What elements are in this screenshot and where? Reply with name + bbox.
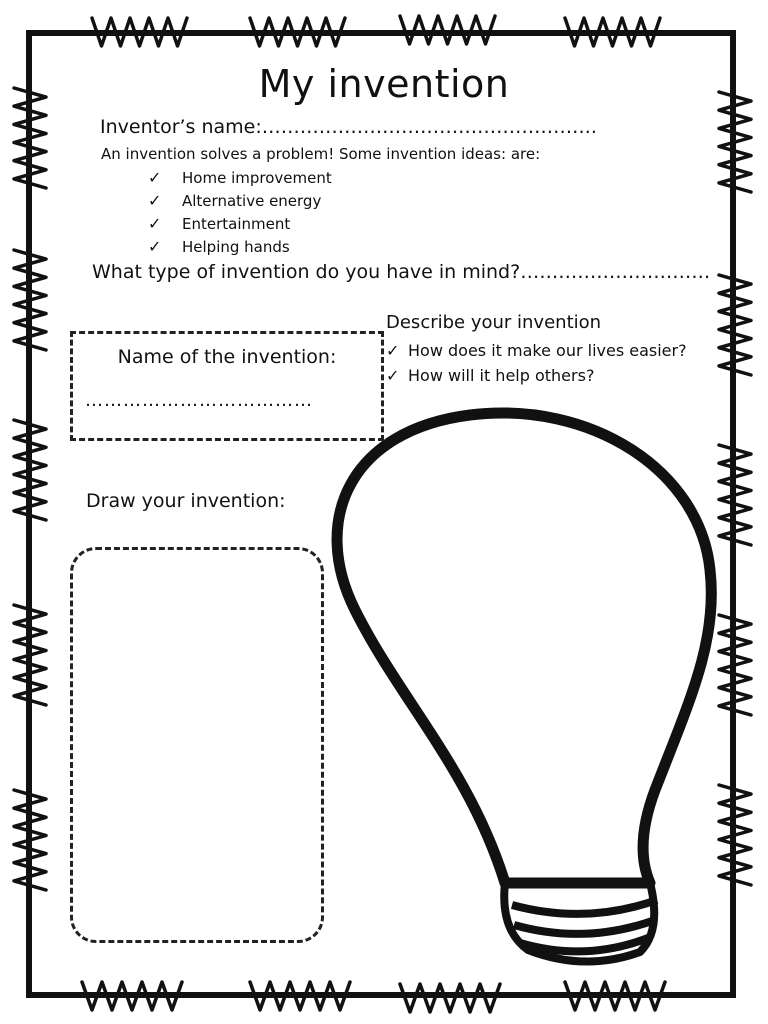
type-question: What type of invention do you have in mind? [92,261,521,283]
zigzag-scribble [14,420,46,520]
idea-item: ✓ Alternative energy [148,191,322,210]
inventor-name-label: Inventor’s name: [100,116,262,138]
inventor-name-row [100,116,597,138]
zigzag-scribble [719,785,751,885]
draw-label: Draw your invention: [86,490,286,512]
intro-text: An invention solves a problem! Some invention ideas: are: [101,145,541,163]
zigzag-scribble [719,615,751,715]
zigzag-scribble [719,275,751,375]
idea-item: ✓ Entertainment [148,214,291,233]
invention-name-box[interactable] [70,331,384,441]
type-answer-dots[interactable]: ………………………… [520,261,711,283]
zigzag-scribble [719,445,751,545]
type-question-row [92,261,710,283]
describe-heading: Describe your invention [386,312,602,333]
zigzag-scribble [14,790,46,890]
invention-name-dots[interactable]: ……………………………… [85,390,313,411]
light-bulb-icon [337,413,711,962]
describe-question: ✓ How does it make our lives easier? [386,341,687,360]
zigzag-scribble [719,92,751,192]
invention-name-label: Name of the invention: [117,346,337,368]
idea-item: ✓ Helping hands [148,237,290,256]
worksheet-title: My invention [258,62,510,106]
zigzag-scribble [14,250,46,350]
checkmark-icon: ✓ [148,191,162,210]
checkmark-icon: ✓ [386,366,400,385]
describe-question: ✓ How will it help others? [386,366,595,385]
ideas-list [148,166,332,258]
idea-item: ✓ Home improvement [148,168,332,187]
zigzag-scribble [14,605,46,705]
drawing-area[interactable] [70,547,324,943]
checkmark-icon: ✓ [386,341,400,360]
checkmark-icon: ✓ [148,214,162,233]
checkmark-icon: ✓ [148,237,162,256]
checkmark-icon: ✓ [148,168,162,187]
describe-questions [386,338,687,388]
inventor-name-dots[interactable]: …………………………………………….. [261,116,597,138]
